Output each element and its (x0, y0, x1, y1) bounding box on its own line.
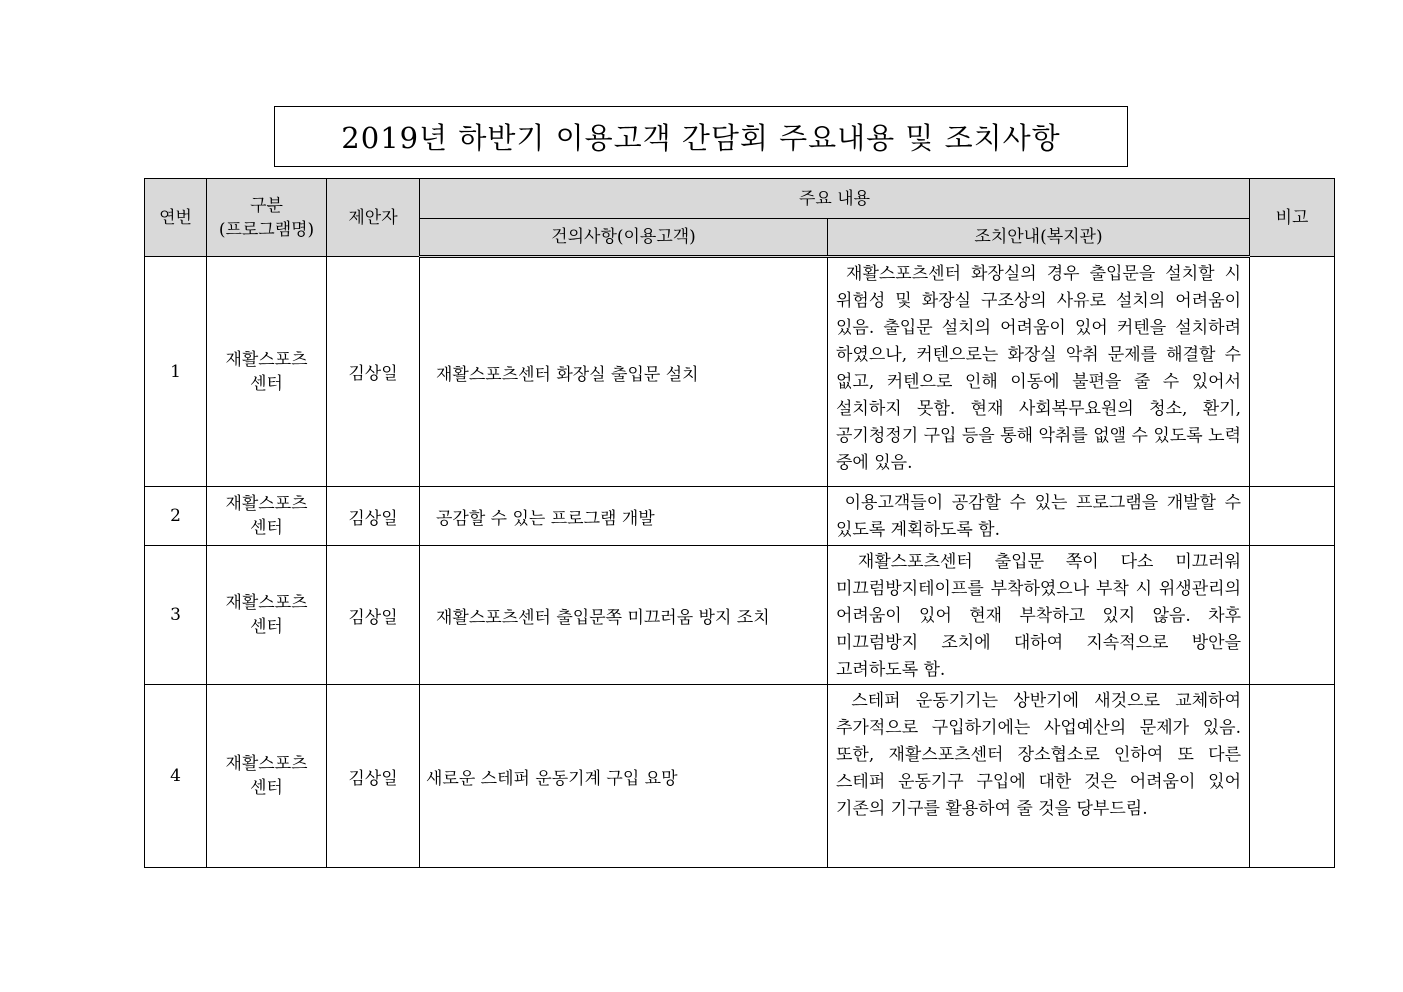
row-proposer: 김상일 (327, 685, 420, 868)
row-note (1250, 546, 1335, 685)
row-proposer: 김상일 (327, 546, 420, 685)
header-category-line1: 구분 (250, 195, 283, 216)
header-action: 조치안내(복지관) (828, 219, 1250, 257)
table-row (145, 487, 1335, 546)
row-action: 재활스포츠센터 화장실의 경우 출입문을 설치할 시 위험성 및 화장실 구조상의 사유로 설치의 어려움이 있음. 출입문 설치의 어려움이 있어 커텐을 설치하려 하였으나, 커텐으로는 화장실 악취 문제를 해결할 수 없고, 커텐으로 인해 이동에 불편을 줄 수 있어서 설치하지 못함. 현재 사회복무요원의 청소, 환기, 공기청정기 구입 등을 통해 악취를 없앨 수 있도록 노력 중에 있음. (828, 257, 1250, 487)
row-category-line1: 재활스포츠 (225, 754, 308, 774)
row-note (1250, 257, 1335, 487)
header-no: 연번 (145, 179, 207, 257)
document-title-text: 2019년 하반기 이용고객 간담회 주요내용 및 조치사항 (341, 121, 1061, 155)
row-category-line2: 센터 (250, 518, 283, 538)
row-category-line2: 센터 (250, 778, 283, 798)
row-category-line1: 재활스포츠 (225, 349, 308, 370)
row-category-line2: 센터 (250, 617, 283, 637)
table-body (145, 257, 1335, 868)
row-action: 재활스포츠센터 출입문 쪽이 다소 미끄러워 미끄럼방지테이프를 부착하였으나 부착 시 위생관리의 어려움이 있어 현재 부착하고 있지 않음. 차후 미끄럼방지 조치에 대하여 지속적으로 방안을 고려하도록 함. (828, 546, 1250, 685)
header-main-content: 주요 내용 (420, 179, 1250, 219)
document-title (274, 106, 1128, 167)
table-row (145, 546, 1335, 685)
table-row (145, 685, 1335, 868)
row-no: 3 (145, 546, 207, 685)
header-proposer: 제안자 (327, 179, 420, 257)
row-no: 4 (145, 685, 207, 868)
row-note (1250, 685, 1335, 868)
table-row (145, 257, 1335, 487)
row-category (207, 546, 327, 685)
row-category-line1: 재활스포츠 (225, 494, 308, 514)
row-request: 새로운 스테퍼 운동기계 구입 요망 (420, 685, 828, 868)
header-category (207, 179, 327, 257)
row-proposer: 김상일 (327, 257, 420, 487)
row-action: 스테퍼 운동기기는 상반기에 새것으로 교체하여 추가적으로 구입하기에는 사업예산의 문제가 있음. 또한, 재활스포츠센터 장소협소로 인하여 또 다른 스테퍼 운동기구 구입에 대한 것은 어려움이 있어 기존의 기구를 활용하여 줄 것을 당부드림. (828, 685, 1250, 868)
row-action: 이용고객들이 공감할 수 있는 프로그램을 개발할 수 있도록 계획하도록 함. (828, 487, 1250, 546)
header-request: 건의사항(이용고객) (420, 219, 828, 257)
header-row-1 (145, 179, 1335, 219)
meeting-summary-table (144, 178, 1335, 868)
row-request: 재활스포츠센터 출입문쪽 미끄러움 방지 조치 (420, 546, 828, 685)
row-no: 2 (145, 487, 207, 546)
row-category-line2: 센터 (250, 373, 283, 394)
row-note (1250, 487, 1335, 546)
header-note: 비고 (1250, 179, 1335, 257)
row-category (207, 257, 327, 487)
row-category-line1: 재활스포츠 (225, 593, 308, 613)
header-category-line2: (프로그램명) (218, 219, 315, 240)
row-request: 공감할 수 있는 프로그램 개발 (420, 487, 828, 546)
row-category (207, 487, 327, 546)
table-header (145, 179, 1335, 257)
row-no: 1 (145, 257, 207, 487)
row-proposer: 김상일 (327, 487, 420, 546)
row-category (207, 685, 327, 868)
row-request: 재활스포츠센터 화장실 출입문 설치 (420, 257, 828, 487)
